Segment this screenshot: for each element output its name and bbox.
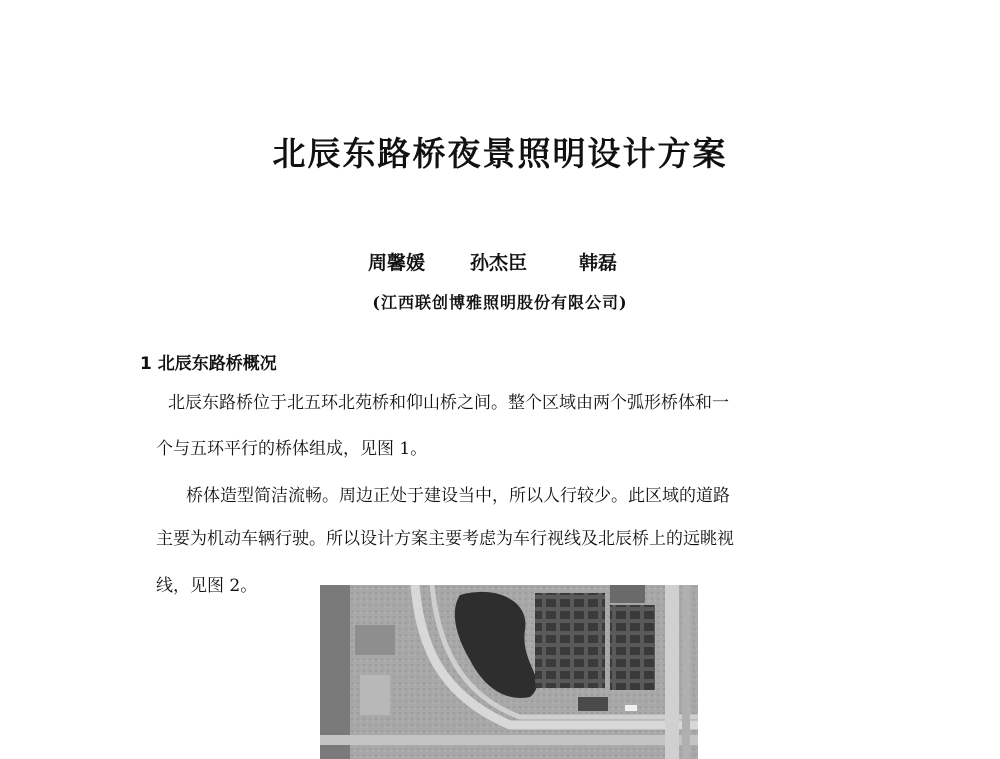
paragraph-line: 线，见图 2。 xyxy=(156,576,258,596)
author-name: 孙杰臣 xyxy=(470,252,528,274)
aerial-photo-graphic xyxy=(320,585,698,759)
document-title: 北辰东路桥夜景照明设计方案 xyxy=(272,134,728,173)
author-name: 周馨媛 xyxy=(368,252,426,274)
paragraph-line: 主要为机动车辆行驶。所以设计方案主要考虑为车行视线及北辰桥上的远眺视 xyxy=(156,529,734,549)
author-list xyxy=(368,248,668,278)
author-name: 韩磊 xyxy=(579,252,618,274)
paragraph-line: 个与五环平行的桥体组成，见图 1。 xyxy=(156,439,428,459)
author-affiliation: (江西联创博雅照明股份有限公司) xyxy=(372,293,628,312)
aerial-photo xyxy=(320,585,698,759)
section-heading: 1 北辰东路桥概况 xyxy=(140,354,277,374)
paragraph-line: 北辰东路桥位于北五环北苑桥和仰山桥之间。整个区域由两个弧形桥体和一 xyxy=(168,393,729,413)
paragraph-line: 桥体造型简洁流畅。周边正处于建设当中，所以人行较少。此区域的道路 xyxy=(186,486,730,506)
